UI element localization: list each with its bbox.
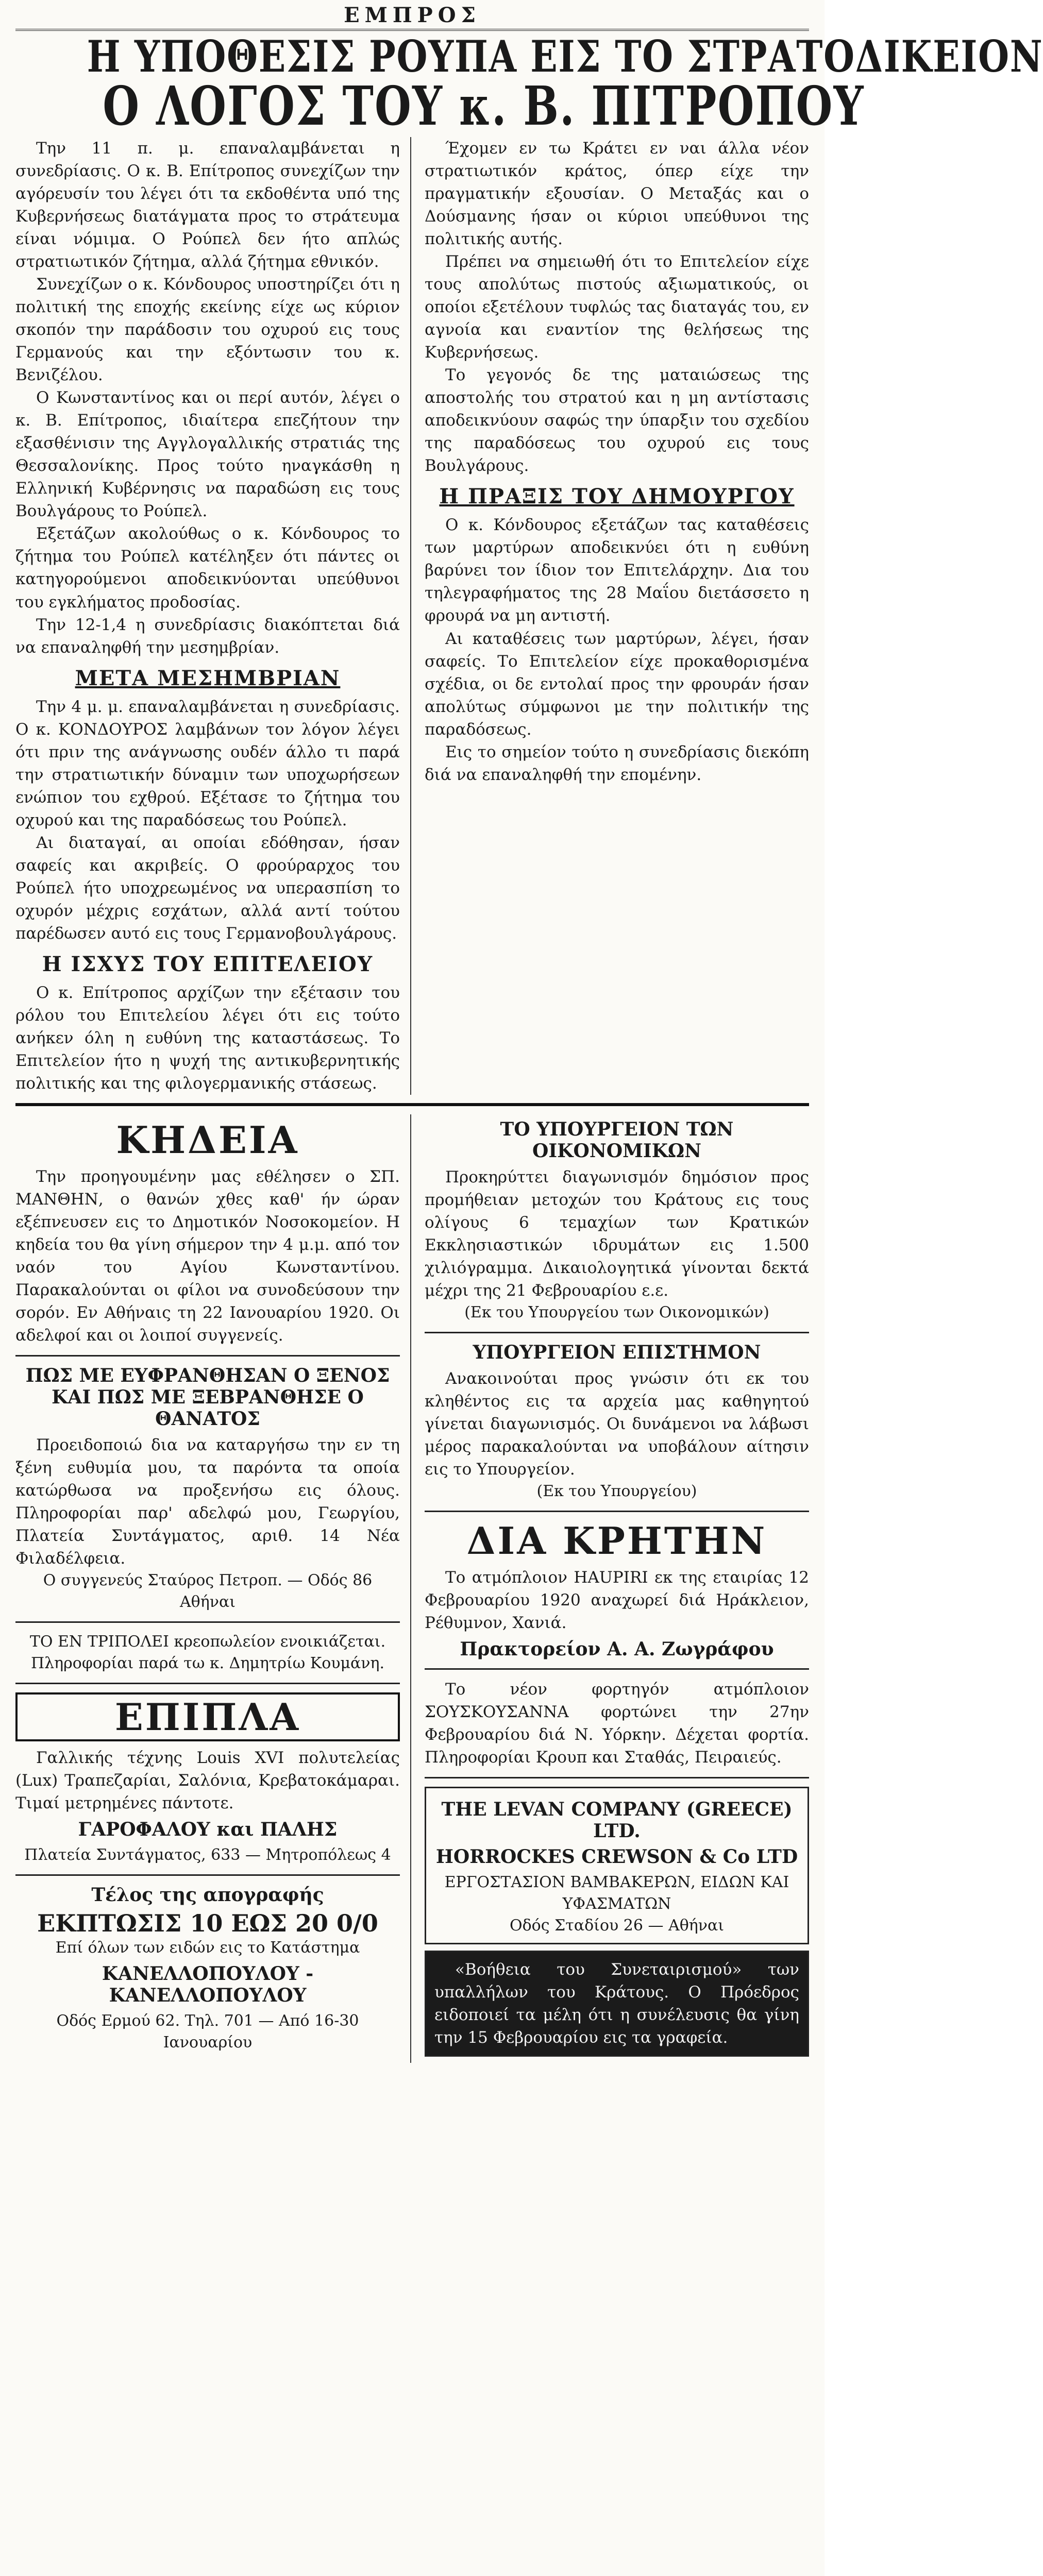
ad-sale-title: Τέλος της απογραφής	[91, 1884, 324, 1906]
ad-voitheia-text: «Βοήθεια του Συνεταιρισμού» των υπαλλήλων του Κράτους. Ο Πρόεδρος ειδοποιεί τα μέλη ότι η συνέλευσις θα γίνη την 15 Φεβρουαρίου εις τα γραφεία.	[434, 1960, 799, 2047]
ad-kriti-title: ΔΙΑ ΚΡΗΤΗΝ	[466, 1518, 767, 1563]
paragraph: Την 12-1,4 η συνεδρίασις διακόπτεται διά να επαναληφθή την μεσημβρίαν.	[15, 615, 400, 657]
paragraph: Εξετάζων ακολούθως ο κ. Κόνδουρος το ζήτημα του Ρούπελ κατέληξεν ότι πάντες οι κατηγορούμενοι αποδεικνύονται υπεύθυνοι του εγκλήματος προδοσίας.	[15, 524, 400, 612]
headline-secondary: Ο ΛΟΓΟΣ ΤΟΥ κ. Β. ΠΙΤΡΟΠΟΥ	[103, 74, 865, 138]
ad-levan-line2: ΕΡΓΟΣΤΑΣΙΟΝ ΒΑΜΒΑΚΕΡΩΝ, ΕΙΔΩΝ ΚΑΙ ΥΦΑΣΜΑΤΩΝ	[444, 1873, 789, 1913]
ad-notice-title: ΠΩΣ ΜΕ ΕΥΦΡΑΝΘΗΣΑΝ Ο ΞΕΝΟΣ ΚΑΙ ΠΩΣ ΜΕ ΞΕΒΡΑΝΘΗΣΕ Ο ΘΑΝΑΤΟΣ	[25, 1365, 390, 1430]
ad-epipla-addr: Πλατεία Συντάγματος, 633 — Μητροπόλεως 4	[24, 1846, 391, 1865]
ad-kriti-agent: Πρακτορείον Α. Α. Ζωγράφου	[460, 1638, 774, 1660]
ad-voitheia-box	[425, 1951, 809, 2057]
ads-columns	[15, 1114, 809, 2063]
ad-divider	[15, 1874, 400, 1876]
ads-right-column	[425, 1114, 809, 2063]
ad-kriti-text: Το ατμόπλοιον HAUPIRI εκ της εταιρίας 12 Φεβρουαρίου 1920 αναχωρεί διά Ηράκλειον, Ρέθυμνον, Χανιά.	[425, 1568, 809, 1633]
ad-tripoli: ΤΟ ΕΝ ΤΡΙΠΟΛΕΙ κρεοπωλείον ενοικιάζεται. Πληροφορίαι παρά τω κ. Δημητρίω Κουμάνη.	[29, 1633, 386, 1673]
paragraph: Πρέπει να σημειωθή ότι το Επιτελείον είχε τους απολύτως πιστούς αξιωματικούς, οι οποίοι εξετέλουν τυφλώς τας διαταγάς του, εν αγνοία και εναντίον της θελήσεως της Κυβερνήσεως.	[425, 252, 809, 362]
ad-levan-line3: Οδός Σταδίου 26 — Αθήναι	[510, 1917, 724, 1935]
ad-epipla-text: Γαλλικής τέχνης Louis XVI πολυτελείας (Lux) Τραπεζαρίαι, Σαλόνια, Κρεβατοκάμαραι. Τιμαί μετρημένες πάντοτε.	[15, 1749, 400, 1813]
subheading: Η ΙΣΧΥΣ ΤΟΥ ΕΠΙΤΕΛΕΙΟΥ	[42, 952, 374, 976]
section-divider	[15, 1103, 809, 1106]
ad-sale-addr: Οδός Ερμού 62. Τηλ. 701 — Από 16-30 Ιανουαρίου	[56, 2012, 359, 2052]
paragraph: Αι καταθέσεις των μαρτύρων, λέγει, ήσαν σαφείς. Το Επιτελείον είχε προκαθορισμένα σχέδια, οι δε εντολαί προς την φρουράν ήσαν απολύτως σύμφωνοι με την πολιτικήν της παραδόσεως.	[425, 629, 809, 739]
paragraph: Την 4 μ. μ. επαναλαμβάνεται η συνεδρίασις. Ο κ. ΚΟΝΔΟΥΡΟΣ λαμβάνων τον λόγον λέγει ότι πριν της ανάγνωσης ουδέν άλλο τι παρά την στρατιωτικήν δύναμιν των υποχωρήσεων ενώπιον του εχθρού. Εξέτασε το ζήτημα του οχυρού και της παραδόσεως του Ρούπελ.	[15, 697, 400, 829]
headline: Η ΥΠΟΘΕΣΙΣ ΡΟΥΠΑ ΕΙΣ ΤΟ ΣΤΡΑΤΟΔΙΚΕΙΟΝ	[87, 31, 1043, 82]
article-left-column	[15, 137, 411, 1095]
ad-divider	[425, 1668, 809, 1670]
ad-epipla-place: ΓΑΡΟΦΑΛΟΥ και ΠΑΛΗΣ	[78, 1819, 338, 1841]
paragraph: Συνεχίζων ο κ. Κόνδουρος υποστηρίζει ότι η πολιτική της εποχής εκείνης είχε ως κύριον σκοπόν την παράδοσιν του οχυρού εις τους Γερμανούς και την εξόντωσιν του κ. Βενιζέλου.	[15, 275, 400, 385]
ad-divider	[15, 1355, 400, 1357]
ad-divider	[425, 1332, 809, 1333]
ad-sale-firm: ΚΑΝΕΛΛΟΠΟΥΛΟΥ - ΚΑΝΕΛΛΟΠΟΥΛΟΥ	[102, 1963, 314, 2007]
paragraph: Αι διαταγαί, αι οποίαι εδόθησαν, ήσαν σαφείς και ακριβείς. Ο φρούραρχος του Ρούπελ ήτο υποχρεωμένος να υπερασπίση το οχυρόν μέχρις εσχάτων, αλλά αντί τούτου παρέδωσεν αυτό εις τους Γερμανοβουλγάρους.	[15, 833, 400, 943]
ad-sale-text: Επί όλων των ειδών εις το Κατάστημα	[55, 1939, 360, 1957]
paragraph: Έχομεν εν τω Κράτει εν ναι άλλα νέον στρατιωτικόν κράτος, όπερ είχε την πραγματικήν εξουσίαν. Ο Μεταξάς και ο Δούσμανης ήσαν οι κύριοι υπεύθυνοι της πολιτικής αυτής.	[425, 139, 809, 249]
paragraph: Το γεγονός δε της ματαιώσεως της αποστολής του στρατού και η μη αντίστασις αποδεικνύουν σαφώς την ύπαρξιν του σχεδίου της παραδόσεως του οχυρού εις τους Βουλγάρους.	[425, 366, 809, 476]
ad-levan-box	[425, 1787, 809, 1944]
ad-notice-signed: Ο συγγενεύς Σταύρος Πετροπ. — Οδός 86 Αθήναι	[43, 1571, 373, 1612]
ad-kideia-text: Την προηγουμένην μας εθέλησεν ο ΣΠ. ΜΑΝΘΗΝ, ο θανών χθες καθ' ήν ώραν εξέπνευσεν εις το Δημοτικόν Νοσοκομείον. Η κηδεία του θα γίνη σήμερον την 4 μ.μ. από τον ναόν του Αγίου Κωνσταντίνου. Παρακαλούνται οι φίλοι να συνοδεύσουν την σορόν. Εν Αθήναις τη 22 Ιανουαρίου 1920. Οι αδελφοί και οι λοιποί συγγενείς.	[15, 1167, 400, 1345]
ad-divider	[15, 1683, 400, 1684]
ad-kideia-title: ΚΗΔΕΙΑ	[116, 1117, 299, 1162]
ad-divider	[425, 1777, 809, 1778]
article-columns	[15, 137, 809, 1095]
ad-epistimon-text: Ανακοινούται προς γνώσιν ότι εκ του κληθέντος εις τα αρχεία μας καθηγητού γίνεται διαγωνισμός. Οι δυνάμενοι να λάβωσι μέρος παρακαλούνται να υποβάλουν αίτησιν εις το Υπουργείον.	[425, 1369, 809, 1479]
ad-epistimon-title: ΥΠΟΥΡΓΕΙΟΝ ΕΠΙΣΤΗΜΟΝ	[473, 1341, 761, 1363]
ad-epipla-title: ΕΠΙΠΛΑ	[15, 1692, 400, 1741]
ad-levan-line1: HORROCKES CREWSON & Co LTD	[435, 1846, 798, 1868]
ads-left-column	[15, 1114, 411, 2063]
ad-sale-big: ΕΚΠΤΩΣΙΣ 10 ΕΩΣ 20 0/0	[37, 1909, 378, 1938]
ad-levan-title: THE LEVAN COMPANY (GREECE) LTD.	[441, 1799, 793, 1842]
paragraph: Την 11 π. μ. επαναλαμβάνεται η συνεδρίασις. Ο κ. Β. Επίτροπος συνεχίζων την αγόρευσίν του λέγει ότι τα εκδοθέντα υπό της Κυβερνήσεως διατάγματα προς το στράτευμα είναι νόμιμα. Ο Ρούπελ δεν ήτο απλώς στρατιωτικόν ζήτημα, αλλά ζήτημα εθνικόν.	[15, 139, 400, 272]
subheading: ΜΕΤΑ ΜΕΣΗΜΒΡΙΑΝ	[75, 666, 341, 690]
ad-ministry-signed: (Εκ του Υπουργείου των Οικονομικών)	[464, 1303, 769, 1321]
ad-ship-text: Το νέον φορτηγόν ατμόπλοιον ΣΟΥΣΚΟΥΣΑΝΝΑ φορτώνει την 27ην Φεβρουαρίου διά Ν. Υόρκην. Δέχεται φορτία. Πληροφορίαι Κρουπ και Σταθάς, Πειραιεύς.	[425, 1680, 809, 1767]
ad-epistimon-signed: (Εκ του Υπουργείου)	[536, 1482, 697, 1500]
article-right-column	[425, 137, 809, 1095]
ad-notice-text: Προειδοποιώ δια να καταργήσω την εν τη ξένη ευθυμία μου, τα παρόντα τα οποία κατώρθωσα να προξενήσω εις όλους. Πληροφορίαι παρ' αδελφώ μου, Γεωργίου, Πλατεία Συντάγματος, αριθ. 14 Νέα Φιλαδέλφεια.	[15, 1436, 400, 1568]
ad-divider	[15, 1621, 400, 1623]
paragraph: Ο κ. Επίτροπος αρχίζων την εξέτασιν του ρόλου του Επιτελείου λέγει ότι εις τούτο ανήκεν όλη η ευθύνη της καταστάσεως. Το Επιτελείον ήτο η ψυχή της αντικυβερνητικής πολιτικής και της φιλογερμανικής στάσεως.	[15, 983, 400, 1093]
ad-ministry-text: Προκηρύττει διαγωνισμόν δημόσιον προς προμήθειαν μετοχών του Κράτους εις τους ολίγους 6 τεμαχίων των Κρατικών Εκκλησιαστικών ιδρυμάτων εις 1.500 χιλιόγραμμα. Δικαιολογητικά γίνονται δεκτά μέχρι της 21 Φεβρουαρίου ε.ε.	[425, 1167, 809, 1300]
paragraph: Εις το σημείον τούτο η συνεδρίασις διεκόπη διά να επαναληφθή την επομένην.	[425, 742, 809, 784]
subheading: Η ΠΡΑΞΙΣ ΤΟΥ ΔΗΜΟΥΡΓΟΥ	[439, 484, 795, 509]
masthead: ΕΜΠΡΟΣ	[344, 3, 481, 27]
ad-divider	[425, 1511, 809, 1512]
paragraph: Ο Κωνσταντίνος και οι περί αυτόν, λέγει ο κ. Β. Επίτροπος, ιδιαίτερα επεζήτουν την εξασθένισιν της Αγγλογαλλικής στρατιάς της Θεσσαλονίκης. Προς τούτο ηναγκάσθη η Ελληνική Κυβέρνησις να παραδώση εις τους Βουλγάρους το Ρούπελ.	[15, 388, 400, 521]
ad-ministry-title: ΤΟ ΥΠΟΥΡΓΕΙΟΝ ΤΩΝ ΟΙΚΟΝΟΜΙΚΩΝ	[500, 1118, 734, 1162]
paragraph: Ο κ. Κόνδουρος εξετάζων τας καταθέσεις των μαρτύρων αποδεικνύει ότι η ευθύνη βαρύνει τον ίδιον τον Επιτελάρχην. Δια του τηλεγραφήματος της 28 Μαΐου διετάσσετο η φρουρά να μη αντιστή.	[425, 516, 809, 625]
